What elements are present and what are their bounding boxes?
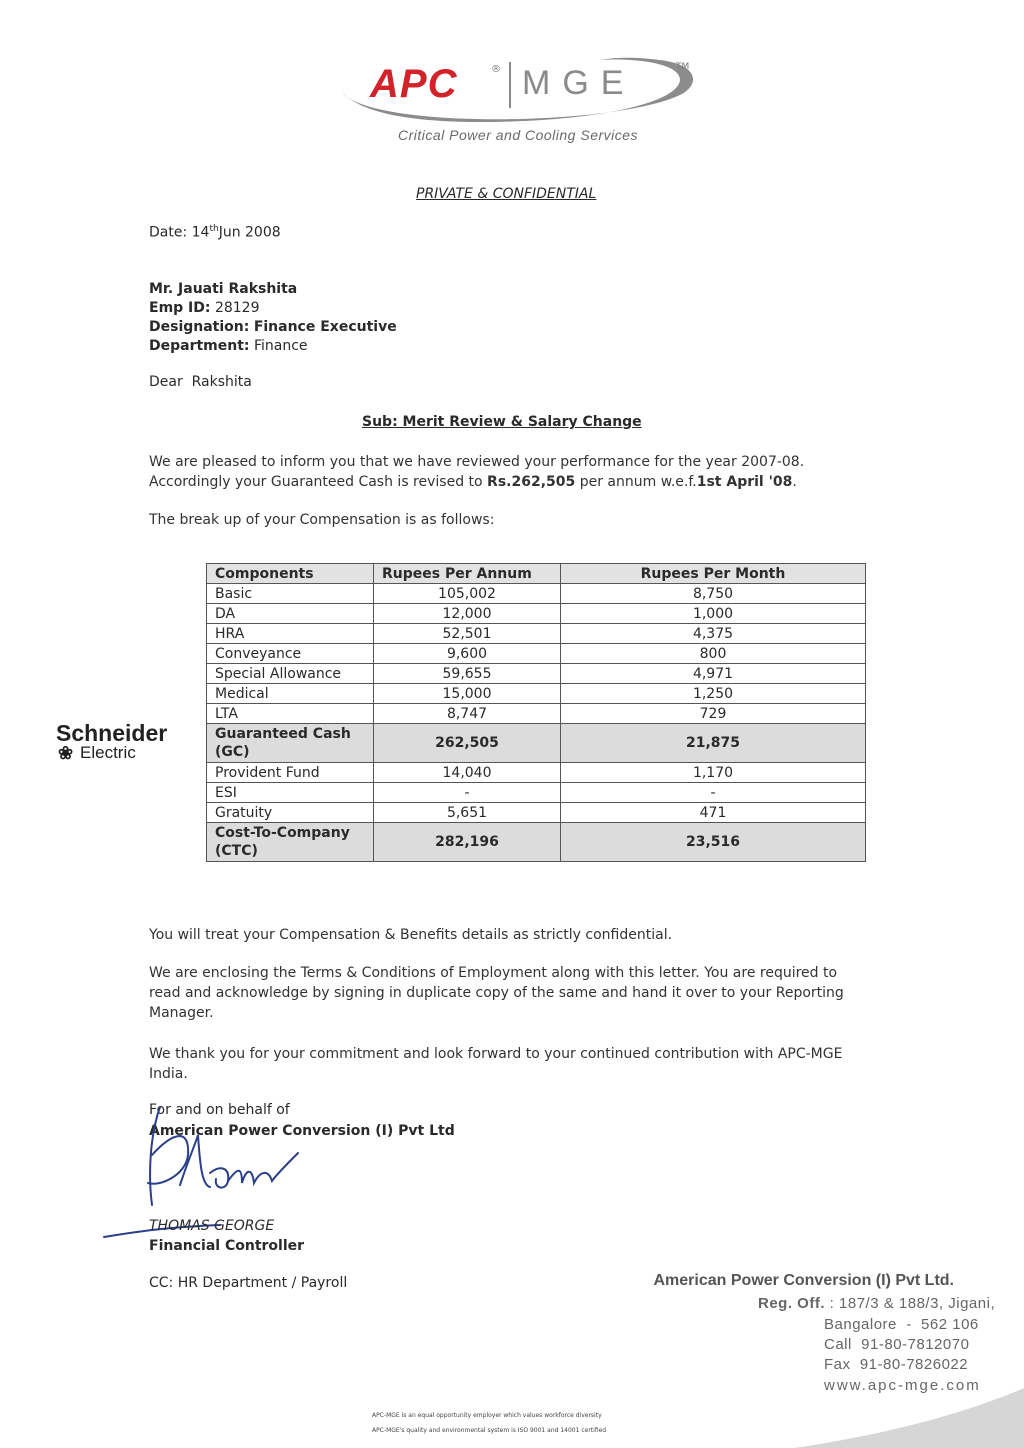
table-cell: - [374,783,561,803]
footer-call: Call 91-80-7812070 [824,1336,970,1353]
table-header: Rupees Per Annum [374,564,561,584]
emp-id-label: Emp ID: [149,300,211,316]
table-row [207,783,866,803]
footer-company: American Power Conversion (I) Pvt Ltd. [653,1272,954,1289]
table-cell: 4,971 [561,664,866,684]
table-row [207,763,866,783]
recipient-block [149,280,397,356]
schneider-wordmark: Schneider [56,720,168,746]
letter-date [149,224,281,241]
table-cell: 8,750 [561,584,866,604]
table-cell: - [561,783,866,803]
table-header-row [207,564,866,584]
signatory-name: THOMAS GEORGE [149,1218,275,1234]
table-cell: 282,196 [374,823,561,862]
logo-mge: MGE [522,64,636,102]
logo-tagline: Critical Power and Cooling Services [398,127,639,143]
paragraph-confidential: You will treat your Compensation & Benefits details as strictly confidential. [149,927,673,943]
footer-reg-office [758,1295,995,1312]
table-cell: 59,655 [374,664,561,684]
subject-line: Sub: Merit Review & Salary Change [362,414,642,430]
table-cell: ESI [207,783,374,803]
table-row-guaranteed-cash [207,724,866,763]
table-row [207,684,866,704]
footer-note-iso: APC-MGE's quality and environmental system is ISO 9001 and 14001 certified [372,1427,607,1434]
table-header: Components [207,564,374,584]
table-cell: 5,651 [374,803,561,823]
footer-fax: Fax 91-80-7826022 [824,1356,969,1373]
table-cell: 4,375 [561,624,866,644]
intro-line-2-end: . [792,474,797,490]
table-row [207,803,866,823]
confidential-heading: PRIVATE & CONFIDENTIAL [416,186,597,202]
compensation-table [206,563,866,862]
table-cell: LTA [207,704,374,724]
effective-date: 1st April '08 [696,474,793,490]
table-cell: HRA [207,624,374,644]
table-row [207,604,866,624]
date-suffix: th [209,224,219,234]
table-cell: Basic [207,584,374,604]
emp-id-value: 28129 [214,300,260,316]
table-row-ctc [207,823,866,862]
trademark-mark: TM [676,62,690,72]
table-cell: 1,170 [561,763,866,783]
table-header: Rupees Per Month [561,564,866,584]
table-cell: 262,505 [374,724,561,763]
recipient-name: Mr. Jauati Rakshita [149,281,298,297]
paragraph-thanks: We thank you for your commitment and look forward to your continued contribution with APC-MGE India. [149,1046,843,1082]
table-cell: 729 [561,704,866,724]
corner-decoration [794,1368,1024,1448]
designation-value: Finance Executive [253,319,397,335]
table-cell: Provident Fund [207,763,374,783]
table-cell: 15,000 [374,684,561,704]
table-cell: 52,501 [374,624,561,644]
table-cell: Conveyance [207,644,374,664]
signoff-line: For and on behalf of [149,1102,290,1118]
cc-line: CC: HR Department / Payroll [149,1275,348,1291]
intro-line-1: We are pleased to inform you that we have reviewed your performance for the year 2007-08. [149,454,805,470]
date-day: 14 [191,224,210,241]
table-row [207,704,866,724]
table-cell: 12,000 [374,604,561,624]
designation-label: Designation: [149,319,250,335]
department-label: Department: [149,338,250,354]
table-cell: 23,516 [561,823,866,862]
salutation: Dear Rakshita [149,374,252,390]
paragraph-terms: We are enclosing the Terms & Conditions of Employment along with this letter. You are required to read and acknowledge by signing in duplicate copy of the same and hand it over to your Reporting Manager. [149,965,844,1021]
table-cell: Cost-To-Company (CTC) [207,823,374,862]
table-cell: Gratuity [207,803,374,823]
signatory-title: Financial Controller [149,1238,305,1254]
signoff-company: American Power Conversion (I) Pvt Ltd [149,1123,455,1139]
date-rest: Jun 2008 [218,224,281,241]
table-cell: Medical [207,684,374,704]
table-cell: DA [207,604,374,624]
intro-line-2b: per annum w.e.f. [575,474,697,490]
table-cell: 8,747 [374,704,561,724]
logo-apc: APC [370,62,458,106]
table-cell: 21,875 [561,724,866,763]
table-cell: 105,002 [374,584,561,604]
date-label: Date: [149,224,188,241]
footer-note-diversity: APC-MGE is an equal opportunity employer which values workforce diversity [372,1412,602,1419]
department-value: Finance [253,338,308,354]
table-row [207,584,866,604]
table-cell: 1,250 [561,684,866,704]
paragraph-intro [149,452,869,492]
logo-divider [509,62,511,108]
intro-line-2a: Accordingly your Guaranteed Cash is revised to [149,474,488,490]
schneider-electric-logo [56,720,167,763]
table-cell: 471 [561,803,866,823]
footer-website: www.apc-mge.com [824,1377,981,1394]
electric-wordmark: Electric [80,743,136,762]
reg-office-address: : 187/3 & 188/3, Jigani, [829,1295,996,1312]
table-row [207,624,866,644]
table-cell: 1,000 [561,604,866,624]
table-cell: Special Allowance [207,664,374,684]
paragraph-breakup: The break up of your Compensation is as follows: [149,512,495,528]
table-cell: 14,040 [374,763,561,783]
footer-city: Bangalore - 562 106 [824,1316,979,1333]
reg-office-label: Reg. Off. [758,1295,825,1312]
registered-mark: ® [491,64,501,75]
table-cell: Guaranteed Cash (GC) [207,724,374,763]
table-row [207,644,866,664]
table-cell: 9,600 [374,644,561,664]
table-row [207,664,866,684]
revised-amount: Rs.262,505 [487,474,576,490]
schneider-symbol-icon: ❀ [58,743,74,763]
table-cell: 800 [561,644,866,664]
